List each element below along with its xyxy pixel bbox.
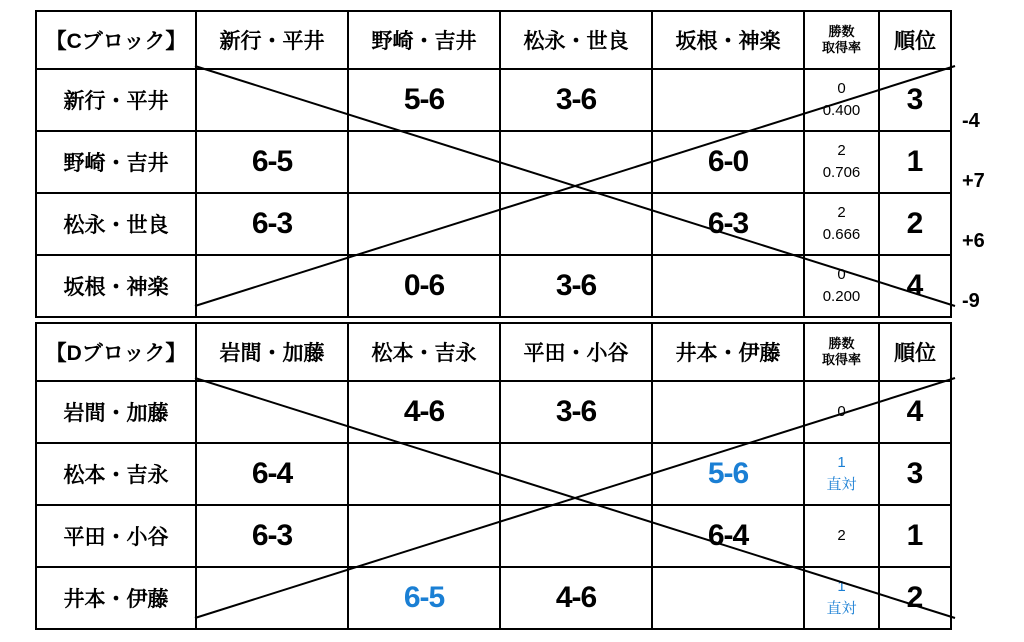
winrate-cell bbox=[804, 255, 879, 317]
wins-value: 2 bbox=[837, 527, 846, 545]
score-cell bbox=[500, 443, 652, 505]
column-header-opponent-4: 井本・伊藤 bbox=[652, 323, 804, 381]
score-cell: 5-6 bbox=[348, 69, 500, 131]
block-title: 【Cブロック】 bbox=[36, 11, 196, 69]
rate-value: 0.706 bbox=[822, 164, 861, 181]
score-cell bbox=[652, 255, 804, 317]
block-title: 【Dブロック】 bbox=[36, 323, 196, 381]
wins-value: 0 bbox=[837, 266, 846, 284]
rank-cell: 1 bbox=[879, 505, 951, 567]
wins-value: 0 bbox=[837, 403, 846, 421]
row-team-name: 松永・世良 bbox=[36, 193, 196, 255]
score-cell bbox=[652, 381, 804, 443]
row-team-name: 岩間・加藤 bbox=[36, 381, 196, 443]
table-row bbox=[36, 443, 951, 505]
score-cell bbox=[652, 69, 804, 131]
block-d-table bbox=[35, 322, 952, 630]
winrate-cell bbox=[804, 69, 879, 131]
score-cell: 6-4 bbox=[196, 443, 348, 505]
score-cell: 6-3 bbox=[652, 193, 804, 255]
wins-value: 1 bbox=[837, 454, 846, 472]
score-cell: 0-6 bbox=[348, 255, 500, 317]
winrate-header-line1: 勝数 bbox=[828, 23, 855, 39]
column-header-opponent-2: 松本・吉永 bbox=[348, 323, 500, 381]
score-cell: 6-5 bbox=[196, 131, 348, 193]
side-note-diff: +7 bbox=[962, 170, 985, 192]
score-cell bbox=[652, 567, 804, 629]
table-row bbox=[36, 567, 951, 629]
row-team-name: 松本・吉永 bbox=[36, 443, 196, 505]
rate-value: 0.200 bbox=[822, 288, 861, 305]
rank-cell: 1 bbox=[879, 131, 951, 193]
rank-cell: 4 bbox=[879, 381, 951, 443]
winrate-cell bbox=[804, 193, 879, 255]
block-c-table bbox=[35, 10, 952, 318]
side-note-diff: -4 bbox=[962, 110, 980, 132]
table-row bbox=[36, 381, 951, 443]
row-team-name: 野崎・吉井 bbox=[36, 131, 196, 193]
table-row bbox=[36, 69, 951, 131]
score-cell bbox=[196, 381, 348, 443]
winrate-header-line2: 取得率 bbox=[821, 352, 861, 367]
column-header-rank: 順位 bbox=[879, 11, 951, 69]
winrate-cell bbox=[804, 131, 879, 193]
score-cell bbox=[500, 131, 652, 193]
row-team-name: 平田・小谷 bbox=[36, 505, 196, 567]
score-cell: 6-4 bbox=[652, 505, 804, 567]
score-cell: 5-6 bbox=[652, 443, 804, 505]
column-header-opponent-2: 野崎・吉井 bbox=[348, 11, 500, 69]
table-row bbox=[36, 131, 951, 193]
score-cell: 6-5 bbox=[348, 567, 500, 629]
wins-value: 2 bbox=[837, 204, 846, 222]
score-cell bbox=[348, 505, 500, 567]
rate-value: 直対 bbox=[826, 600, 857, 617]
score-cell: 3-6 bbox=[500, 69, 652, 131]
score-cell bbox=[348, 193, 500, 255]
column-header-rank: 順位 bbox=[879, 323, 951, 381]
row-team-name: 坂根・神楽 bbox=[36, 255, 196, 317]
winrate-cell bbox=[804, 505, 879, 567]
score-cell bbox=[196, 255, 348, 317]
score-cell: 6-3 bbox=[196, 505, 348, 567]
score-cell bbox=[500, 193, 652, 255]
wins-value: 2 bbox=[837, 142, 846, 160]
column-header-winrate bbox=[804, 323, 879, 381]
table-row bbox=[36, 255, 951, 317]
score-cell bbox=[196, 567, 348, 629]
side-note-diff: +6 bbox=[962, 230, 985, 252]
table-header-row bbox=[36, 11, 951, 69]
row-team-name: 井本・伊藤 bbox=[36, 567, 196, 629]
side-note-diff: -9 bbox=[962, 290, 980, 312]
block-c-container bbox=[35, 10, 952, 318]
rank-cell: 3 bbox=[879, 443, 951, 505]
rank-cell: 2 bbox=[879, 567, 951, 629]
table-row bbox=[36, 505, 951, 567]
score-cell bbox=[500, 505, 652, 567]
column-header-opponent-3: 松永・世良 bbox=[500, 11, 652, 69]
row-team-name: 新行・平井 bbox=[36, 69, 196, 131]
score-cell: 3-6 bbox=[500, 255, 652, 317]
column-header-opponent-1: 新行・平井 bbox=[196, 11, 348, 69]
rank-cell: 2 bbox=[879, 193, 951, 255]
winrate-cell bbox=[804, 381, 879, 443]
column-header-winrate bbox=[804, 11, 879, 69]
score-cell: 6-0 bbox=[652, 131, 804, 193]
wins-value: 1 bbox=[837, 578, 846, 596]
score-cell bbox=[348, 443, 500, 505]
table-header-row bbox=[36, 323, 951, 381]
wins-value: 0 bbox=[837, 80, 846, 98]
score-cell: 4-6 bbox=[500, 567, 652, 629]
score-cell: 3-6 bbox=[500, 381, 652, 443]
score-cell bbox=[196, 69, 348, 131]
column-header-opponent-1: 岩間・加藤 bbox=[196, 323, 348, 381]
rate-value: 0.400 bbox=[822, 102, 861, 119]
column-header-opponent-3: 平田・小谷 bbox=[500, 323, 652, 381]
score-cell: 4-6 bbox=[348, 381, 500, 443]
rank-cell: 4 bbox=[879, 255, 951, 317]
score-cell bbox=[348, 131, 500, 193]
score-cell: 6-3 bbox=[196, 193, 348, 255]
winrate-cell bbox=[804, 567, 879, 629]
block-d-container bbox=[35, 322, 952, 630]
winrate-cell bbox=[804, 443, 879, 505]
rate-value: 0.666 bbox=[822, 226, 861, 243]
column-header-opponent-4: 坂根・神楽 bbox=[652, 11, 804, 69]
winrate-header-line2: 取得率 bbox=[821, 40, 861, 55]
table-row bbox=[36, 193, 951, 255]
rate-value: 直対 bbox=[826, 476, 857, 493]
rank-cell: 3 bbox=[879, 69, 951, 131]
winrate-header-line1: 勝数 bbox=[828, 335, 855, 351]
